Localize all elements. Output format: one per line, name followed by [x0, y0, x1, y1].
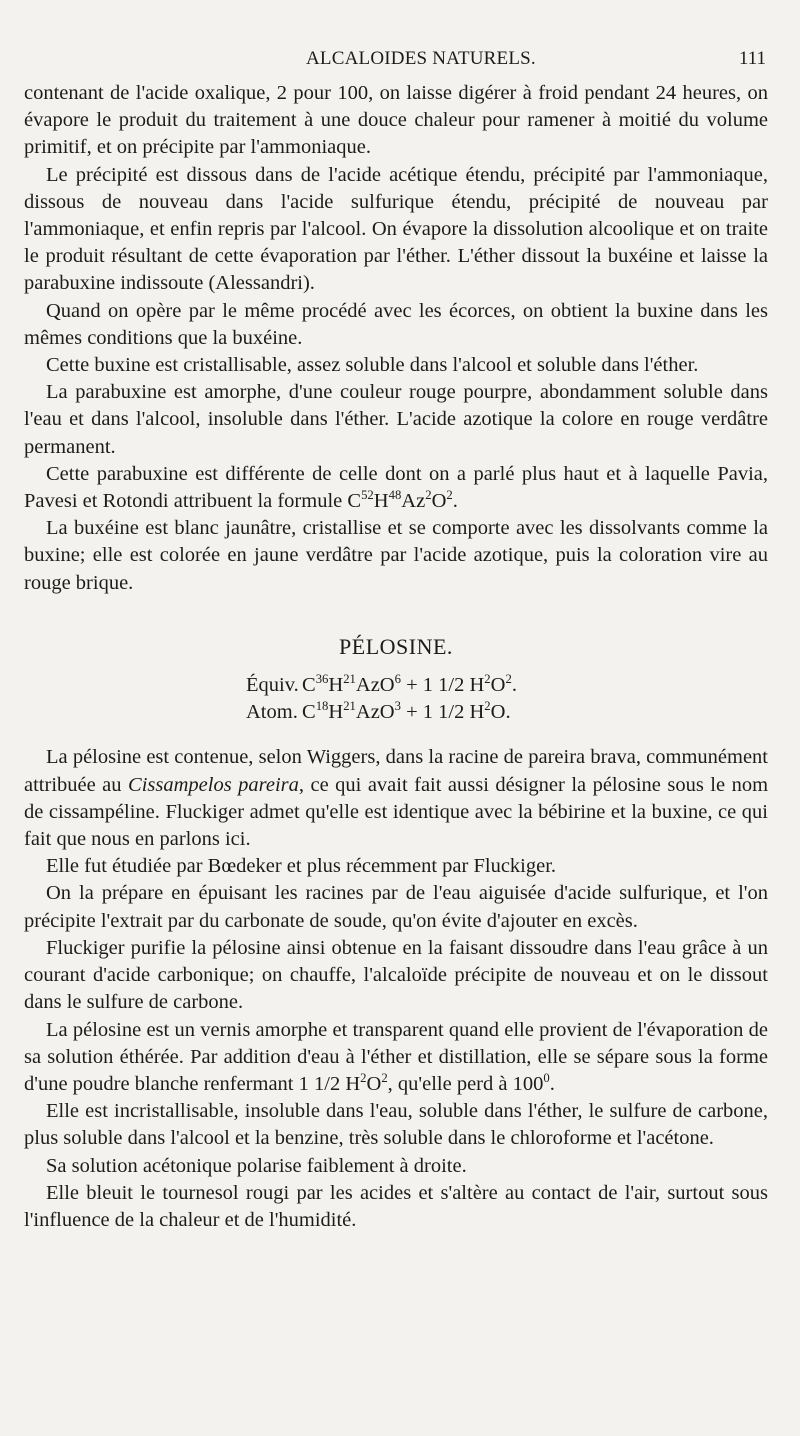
paragraph: La buxéine est blanc jaunâtre, cristallise et se comporte avec les dissolvants comme la buxine; elle est colorée en jaune verdâtre par l'acide azotique, puis la coloration vire au rouge brique.	[24, 517, 768, 594]
chemical-formula: $C^{18}H^{21}AzO^3 + 1$ 1/2 $H^2O$.	[302, 699, 511, 724]
paragraph-continuation: contenant de l'acide oxalique, 2 pour 100, on laisse digérer à froid pendant 24 heures, on évapore le produit du traitement à une douce chaleur pour ramener à moitié du volume primitif, et on précipite par l'ammoniaque.	[24, 82, 768, 159]
paragraph: Quand on opère par le même procédé avec les écorces, on obtient la buxine dans les mêmes conditions que la buxéine.	[24, 299, 768, 349]
running-title: ALCALOIDES NATURELS.	[306, 48, 536, 69]
paragraph-pelosine-intro	[24, 744, 768, 853]
paragraph: Elle est incristallisable, insoluble dans l'eau, soluble dans l'éther, le sulfure de carbone, plus soluble dans l'alcool et la benzine, très soluble dans le chloroforme et l'acétone.	[24, 1100, 768, 1150]
species-name: Cissampelos pareira	[128, 773, 299, 796]
formula-block	[246, 672, 768, 726]
paragraph-text: , qu'elle perd à 100	[387, 1072, 544, 1095]
paragraph-pavia-formula	[24, 461, 768, 515]
body-text	[24, 80, 768, 1234]
paragraph: Cette buxine est cristallisable, assez soluble dans l'alcool et soluble dans l'éther.	[46, 354, 699, 377]
paragraph: Elle bleuit le tournesol rougi par les acides et s'altère au contact de l'air, surtout sous l'influence de la chaleur et de l'humidité.	[24, 1181, 768, 1231]
chemical-formula: $H^2O^2$	[345, 1071, 388, 1095]
formula-equiv	[246, 672, 768, 699]
chemical-formula: $C^{52}H^{48}Az^2O^2$.	[347, 488, 458, 513]
section-title: PÉLOSINE.	[339, 633, 453, 659]
chemical-formula: $C^{36}H^{21}AzO^6 + 1$ 1/2 $H^2O^2$.	[302, 672, 517, 697]
paragraph-vernis	[24, 1017, 768, 1099]
paragraph: Elle fut étudiée par Bœdeker et plus récemment par Fluckiger.	[46, 855, 557, 878]
paragraph: Le précipité est dissous dans de l'acide acétique étendu, précipité par l'ammoniaque, dissous de nouveau dans l'acide sulfurique étendu, précipité de nouveau par l'ammoniaque, et enfin repris par l'alcool. On évapore la dissolution alcoolique et on traite le produit résultant de cette évaporation par l'éther. L'éther dissout la buxéine et laisse la parabuxine indissoute (Alessandri).	[24, 163, 768, 295]
formula-label: Équiv.	[246, 674, 299, 697]
paragraph-end: .	[549, 1072, 555, 1095]
page-number: 111	[738, 48, 766, 69]
paragraph: La parabuxine est amorphe, d'une couleur rouge pourpre, abondamment soluble dans l'eau et dans l'alcool, insoluble dans l'éther. L'acide azotique la colore en rouge verdâtre permanent.	[24, 381, 768, 458]
degree-mark: 0	[543, 1071, 550, 1086]
paragraph-text: La pélosine est un vernis amorphe et transparent quand elle provient de l'évaporation de sa solution éthérée. Par addition d'eau à l'éther et distillation, elle se sépare sous la forme d'une poudre blanche renfermant 1 1/2	[24, 1018, 768, 1095]
formula-atom	[246, 699, 768, 726]
formula-label: Atom.	[246, 701, 298, 724]
paragraph: Fluckiger purifie la pélosine ainsi obtenue en la faisant dissoudre dans l'eau grâce à un courant d'acide carbonique; on chauffe, l'alcaloïde précipite de nouveau et on le dissout dans le sulfure de carbone.	[24, 936, 768, 1014]
page-header	[24, 48, 766, 72]
paragraph-text: La pélosine est contenue, selon Wiggers, dans la racine de pareira brava, communément attribuée au	[24, 746, 768, 796]
paragraph-text: Cette parabuxine est différente de celle dont on a parlé plus haut et à laquelle Pavia, Pavesi et Rotondi attribuent la formule	[24, 462, 768, 513]
paragraph-text: , ce qui avait fait aussi désigner la pélosine sous le nom de cissampéline. Fluckiger admet qu'elle est identique avec la bébirine et la buxine, ce qui fait que nous en parlons ici.	[24, 773, 769, 851]
paragraph: On la prépare en épuisant les racines par de l'eau aiguisée d'acide sulfurique, et l'on précipite l'extrait par du carbonate de soude, qu'on évite d'ajouter en excès.	[24, 882, 768, 932]
paragraph: Sa solution acétonique polarise faiblement à droite.	[46, 1154, 467, 1177]
